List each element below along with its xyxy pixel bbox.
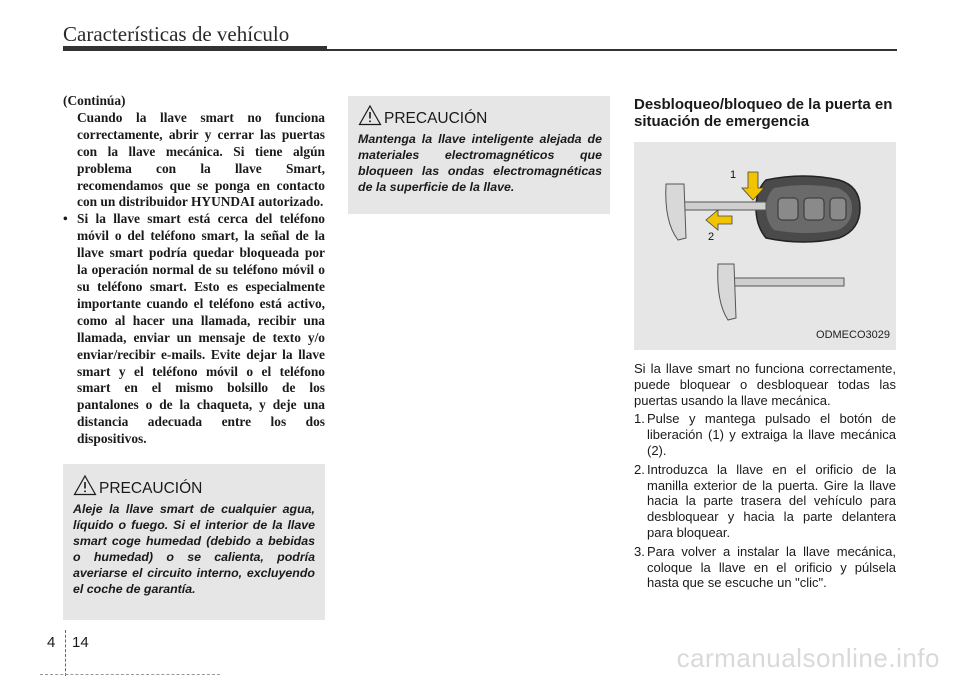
key-blade-icon: [682, 202, 766, 210]
caution-box-water: [63, 464, 325, 620]
bullet-dot: •: [63, 211, 68, 227]
warning-triangle-icon: [73, 474, 99, 498]
bullet-text: Si la llave smart está cerca del teléfono móvil o del teléfono smart, la señal de la llave smart podría quedar bloqueada por la operación normal de su teléfono móvil o su teléfono smart. Esto es especialmente importante cuando el teléfono está activo, como al hacer una llamada, recibir una llamada, enviar un mensaje de texto y/o enviar/recibir e-mails. Evite dejar la llave smart y el teléfono móvil o el teléfono smart en el mismo bolsillo de los pantalones o de la chaqueta, y deje una distancia adecuada entre los dos dispositivos.: [77, 211, 325, 447]
section-title: Desbloqueo/bloqueo de la puerta en situación de emergencia: [634, 96, 893, 130]
page-number: 14: [72, 634, 89, 651]
lock-button-icon: [778, 198, 798, 220]
step-number: 2.: [634, 461, 645, 477]
footer-divider: [65, 630, 66, 676]
step-text: Para volver a instalar la llave mecánica, coloque la llave en el orificio y púlsela hasta que se escuche un "clic".: [647, 543, 896, 591]
page-header-title: Características de vehículo: [63, 22, 290, 46]
figure-code: ODMECO3029: [816, 329, 890, 342]
mechanical-key-head-icon: [718, 264, 736, 320]
step-number: 1.: [634, 411, 645, 427]
caution-title: PRECAUCIÓN: [384, 110, 488, 127]
caution-title: PRECAUCIÓN: [99, 480, 203, 497]
smart-key-paragraph: Cuando la llave smart no funciona correctamente, abrir y cerrar las puertas con la llave mecánica. Si tiene algún problema con la llave Smart, recomendamos que se ponga en contacto con un distribuidor HYUNDAI autorizado.: [77, 109, 325, 210]
caution-box-electromagnetic: [348, 96, 610, 214]
unlock-button-icon: [804, 198, 824, 220]
callout-1: 1: [730, 169, 737, 181]
step-item: [634, 462, 896, 541]
step-text: Introduzca la llave en el orificio de la manilla exterior de la puerta. Gire la llave hacia la parte trasera del vehículo para desbloquear y hacia la parte delantera para bloquear.: [647, 461, 896, 540]
extract-arrow-icon: [706, 210, 732, 230]
trunk-button-icon: [830, 198, 846, 220]
watermark: carmanualsonline.info: [676, 643, 940, 673]
smart-key-illustration: [634, 142, 896, 350]
footer-rule: [40, 674, 220, 675]
step-text: Pulse y mantega pulsado el botón de liberación (1) y extraiga la llave mecánica (2).: [647, 411, 896, 458]
warning-triangle-icon: [358, 104, 384, 128]
bullet-item: [63, 211, 325, 448]
chapter-number: 4: [47, 634, 56, 651]
caution-body: Aleje la llave smart de cualquier agua, líquido o fuego. Si el interior de la llave smart coge humedad (debido a bebidas o humedad) o se calienta, podría averiarse el circuito interno, excluyendo el coche de garantía.: [73, 502, 315, 596]
key-head-icon: [666, 184, 686, 240]
right-column: [634, 96, 896, 591]
step-number: 3.: [634, 543, 645, 559]
left-column: [63, 93, 325, 448]
mechanical-key-blade-icon: [734, 278, 844, 286]
smart-key-figure: [634, 142, 896, 350]
header-rule-thick: [63, 46, 327, 51]
step-item: [634, 544, 896, 591]
header-rule-thin: [327, 49, 897, 51]
intro-paragraph: Si la llave smart no funciona correctamente, puede bloquear o desbloquear todas las puertas usando la llave mecánica.: [634, 361, 896, 408]
continued-label: (Continúa): [63, 93, 126, 108]
caution-body: Mantenga la llave inteligente alejada de materiales electromagnéticos que bloqueen las ondas electromagnéticas de la superficie de la llave.: [358, 132, 602, 194]
callout-2: 2: [708, 231, 715, 243]
step-item: [634, 411, 896, 458]
